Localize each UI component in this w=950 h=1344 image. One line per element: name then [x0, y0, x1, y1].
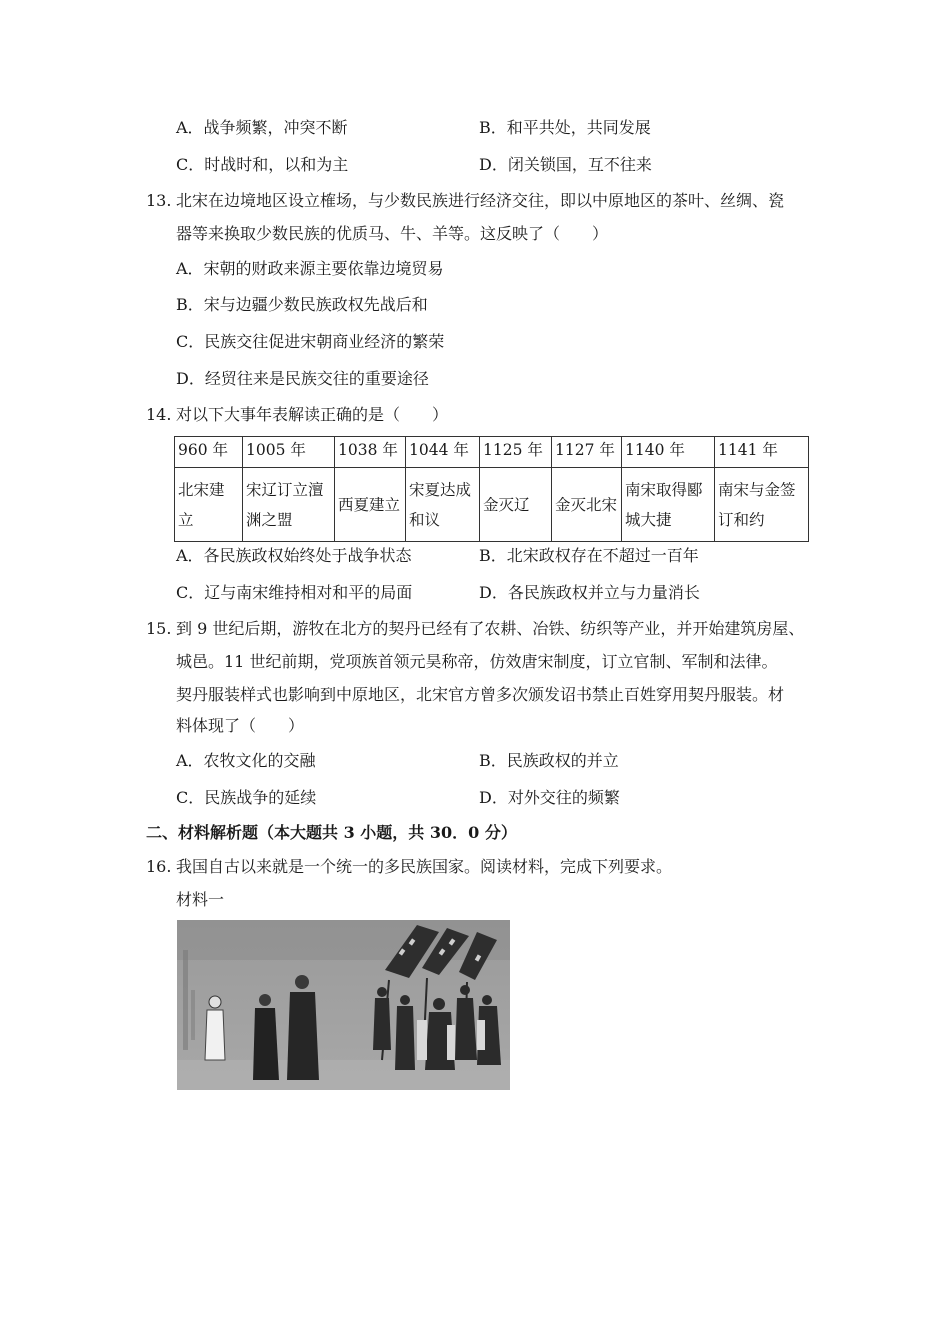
q14-stem: 对以下大事年表解读正确的是（ ） [176, 405, 449, 424]
table-cell-event: 宋辽订立澶渊之盟 [243, 468, 335, 542]
table-cell-event: 金灭辽 [480, 468, 552, 542]
table-row-years [175, 437, 809, 468]
material-label: 材料一 [176, 890, 225, 909]
q15-option-d: D．对外交往的频繁 [479, 788, 620, 807]
q13-stem-line1: 北宋在边境地区设立榷场，与少数民族进行经济交往，即以中原地区的茶叶、丝绸、瓷 [176, 191, 785, 210]
table-cell-event: 南宋与金签订和约 [715, 468, 809, 542]
table-cell-event: 南宋取得郾城大捷 [622, 468, 715, 542]
table-row-events [175, 468, 809, 542]
q14-number: 14. [146, 405, 172, 424]
q13-option-a: A．宋朝的财政来源主要依靠边境贸易 [176, 259, 444, 278]
table-cell-year: 1141 年 [715, 437, 809, 468]
table-cell-year: 960 年 [175, 437, 243, 468]
q14-option-a: A．各民族政权始终处于战争状态 [176, 546, 412, 565]
q15-stem-line4: 料体现了（ ） [176, 716, 305, 735]
q15-option-a: A．农牧文化的交融 [176, 751, 316, 770]
q15-option-b: B．民族政权的并立 [479, 751, 619, 770]
table-cell-year: 1125 年 [480, 437, 552, 468]
q14-option-c: C．辽与南宋维持相对和平的局面 [176, 583, 413, 602]
q14-option-b: B．北宋政权存在不超过一百年 [479, 546, 699, 565]
table-cell-year: 1127 年 [552, 437, 622, 468]
q15-number: 15. [146, 619, 172, 638]
q13-option-c: C．民族交往促进宋朝商业经济的繁荣 [176, 332, 445, 351]
q14-option-d: D．各民族政权并立与力量消长 [479, 583, 700, 602]
q15-stem-line3: 契丹服装样式也影响到中原地区，北宋官方曾多次颁发诏书禁止百姓穿用契丹服装。材 [176, 685, 785, 704]
table-cell-year: 1005 年 [243, 437, 335, 468]
q13-option-d: D．经贸往来是民族交往的重要途径 [176, 369, 429, 388]
q13-stem-line2: 器等来换取少数民族的优质马、牛、羊等。这反映了（ ） [176, 224, 609, 243]
material-painting-image [177, 920, 510, 1090]
table-cell-event: 宋夏达成和议 [406, 468, 480, 542]
q16-stem: 我国自古以来就是一个统一的多民族国家。阅读材料，完成下列要求。 [176, 857, 673, 876]
table-cell-year: 1038 年 [335, 437, 406, 468]
table-cell-event: 西夏建立 [335, 468, 406, 542]
q15-option-c: C．民族战争的延续 [176, 788, 317, 807]
table-cell-event: 北宋建立 [175, 468, 243, 542]
q16-number: 16. [146, 857, 172, 876]
chronology-table [174, 436, 809, 542]
q13-number: 13. [146, 191, 172, 210]
q12-option-c: C．时战时和，以和为主 [176, 155, 349, 174]
table-cell-year: 1044 年 [406, 437, 480, 468]
section-heading: 二、材料解析题（本大题共 3 小题，共 30．0 分） [146, 823, 517, 842]
q12-option-a: A．战争频繁，冲突不断 [176, 118, 348, 137]
q13-option-b: B．宋与边疆少数民族政权先战后和 [176, 295, 428, 314]
table-cell-year: 1140 年 [622, 437, 715, 468]
q15-stem-line1: 到 9 世纪后期，游牧在北方的契丹已经有了农耕、冶铁、纺织等产业，并开始建筑房屋、 [176, 619, 805, 638]
q12-option-b: B．和平共处，共同发展 [479, 118, 651, 137]
table-cell-event: 金灭北宋 [552, 468, 622, 542]
q12-option-d: D．闭关锁国，互不往来 [479, 155, 652, 174]
q15-stem-line2: 城邑。11 世纪前期，党项族首领元昊称帝，仿效唐宋制度，订立官制、军制和法律。 [176, 652, 778, 671]
